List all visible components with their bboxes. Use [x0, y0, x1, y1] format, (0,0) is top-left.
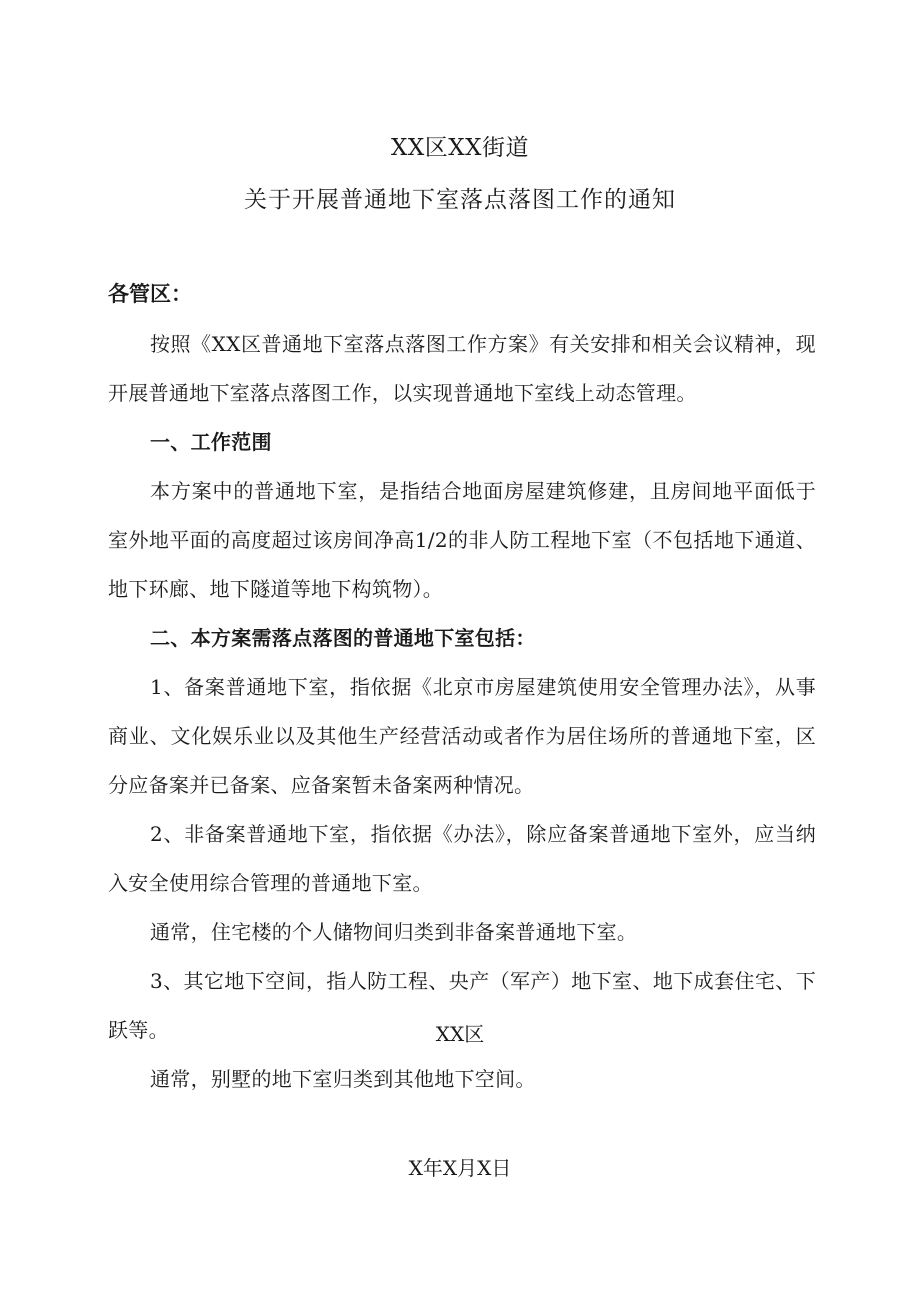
note-villa-basements: 通常，别墅的地下室归类到其他地下空间。 [150, 1067, 536, 1091]
note-storage-rooms: 通常，住宅楼的个人储物间归类到非备案普通地下室。 [150, 920, 638, 944]
document-title-issuer: XX区XX街道 [391, 135, 529, 161]
signature-organization: XX区 [435, 1022, 485, 1046]
scope-paragraph: 本方案中的普通地下室，是指结合地面房屋建筑修建，且房间地平面低于室外地平面的高度超过该房间净高1/2的非人防工程地下室（不包括地下通道、地下环廊、地下隧道等地下构筑物）。 [108, 479, 816, 601]
item-other-underground: 3、其它地下空间，指人防工程、央产（军产）地下室、地下成套住宅、下跃等。 [108, 969, 816, 1042]
intro-paragraph: 按照《XX区普通地下室落点落图工作方案》有关安排和相关会议精神，现开展普通地下室落点落图工作，以实现普通地下室线上动态管理。 [108, 332, 816, 405]
document-title-subject: 关于开展普通地下室落点落图工作的通知 [244, 187, 676, 213]
salutation: 各管区： [108, 281, 192, 306]
section-heading-coverage: 二、本方案需落点落图的普通地下室包括： [150, 626, 536, 650]
section-heading-scope: 一、工作范围 [150, 430, 272, 454]
signature-date: X年X月X日 [408, 1156, 512, 1180]
item-unfiled-basement: 2、非备案普通地下室，指依据《办法》，除应备案普通地下室外，应当纳入安全使用综合管理的普通地下室。 [108, 822, 816, 895]
document-body [108, 320, 816, 1104]
item-filed-basement: 1、备案普通地下室，指依据《北京市房屋建筑使用安全管理办法》，从事商业、文化娱乐业以及其他生产经营活动或者作为居住场所的普通地下室，区分应备案并已备案、应备案暂未备案两种情况。 [108, 675, 816, 797]
